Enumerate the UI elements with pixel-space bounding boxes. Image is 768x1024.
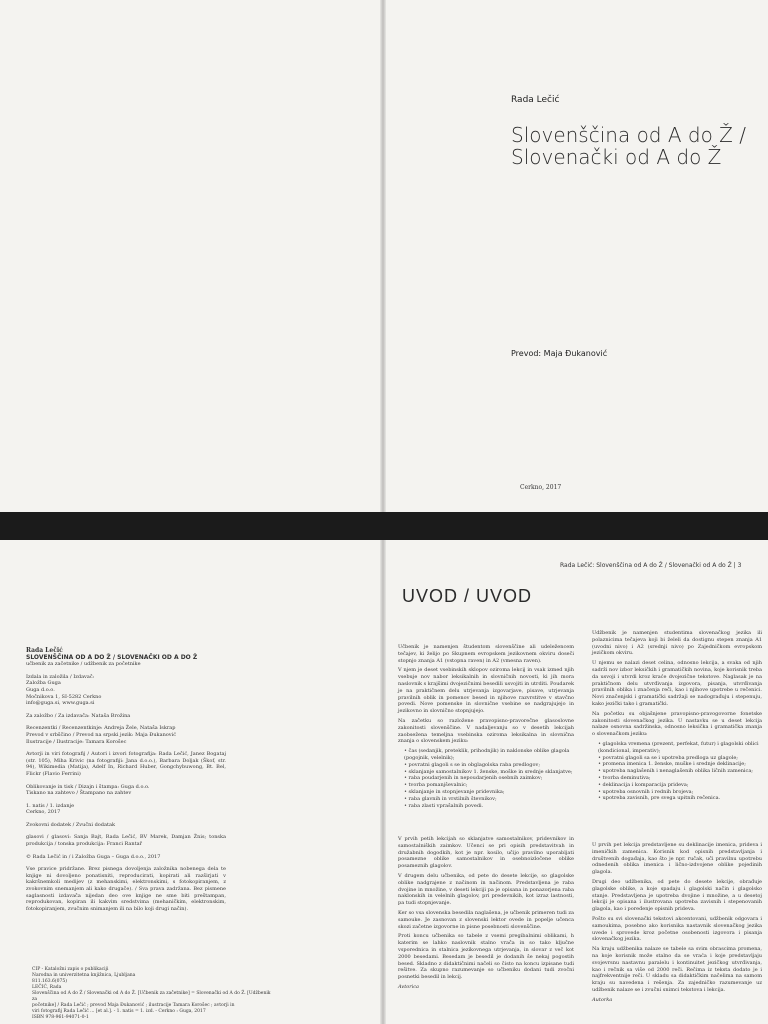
list-item: • raba glavnih in vrstilnih števnikov; [404, 796, 574, 803]
serbian-paragraph: Udžbenik je namenjen studentima slovenačkog jezika ili polaznicima tečajeva koji bi želeli da dostignu stepen znanja A1 (uvodni nivo) i A2 (srednji nivo) po Zajedničkom evropskom jezičkom okviru. [592, 630, 762, 657]
slovene-column-bottom [398, 836, 574, 994]
serbian-list [598, 741, 762, 802]
imprint-subtitle: učbenik za začetnike / udžbenik za početnike [26, 661, 141, 668]
serbian-signature: Autorka [592, 996, 613, 1003]
slovene-paragraph: V drugem delu učbenika, od pete do desete lekcije, so glagolske oblike nadgrajene z načinom in načinom. Predstavljena je raba dvojine in množine, v deseti lekciji pa je opisana in ponazorjena raba naklonskih in velelnih glagolov, pri predevnikih, kot izraz lastnosti, pa tudi stopnjevanje. [398, 872, 574, 907]
copyright: © Rada Lečić in / i Založba Guga – Guga d.o.o., 2017 [26, 853, 161, 860]
cip-line: početnike] / Rada Lečić ; prevod Maja Đukanović ; ilustracije Tamara Korošec ; avtorji in [32, 1003, 235, 1008]
edition: 1. natis / 1. izdanje [26, 802, 75, 809]
list-item: • upotreba osnovnih i rednih brojeva; [598, 789, 762, 796]
list-item: • tvorba deminutiva; [598, 775, 762, 782]
cip-line: viri fotografij Rada Lečić ... [et al.]. - 1. natis = 1. izd. - Cerkno : Guga, 2017 [32, 1009, 206, 1014]
year-place: Cerkno, 2017 [26, 809, 61, 816]
list-item: • upotreba naglašenih i nenaglašenih oblika ličnih zamenica; [598, 768, 762, 775]
section-heading: UVOD / UVOD [402, 586, 533, 606]
list-item: • sklanjanje samostalnikov 1. ženske, moške in srednje sklanjatve; [404, 769, 574, 776]
serbian-paragraph: Na kraju udžbenika nalaze se tabele sa svim obrascima promena, na koje korisnik može stalno da se vraća i koje predstavljaju svojevrsnu nastavnu paralelu i kontinuitet jezičkog utvrđivanja, kao i rečnik sa više od 2000 reči. Rečima iz teksta dodato ​​je i najfrekventnije reči. U skladu sa didaktičkim načelima na samom kraju su navedena i rešenja. Za zajedničko razumevanje uz udžbenik nalaze se i zvučni snimci tekstova i lekcija. [592, 946, 762, 993]
slovene-paragraph: V njem je deset vsebinskih sklopov oziroma lekcij in vsak izmed njih vsebuje nov nabor leksikalnih in slovničnih novosti, ki jih mora naslovnik s krajšimi dvojezičnimi besedili usvojiti in utrditi. Poudarek je na praktičnem delu utrjevanja izgovarjave, pisave, utrjevanja pravilnih oblik in pomenov besed in njihove razvrstitve v stavčno povedi. Nove pomenske in slovnične vsebine se nadgrajujejo in jezikovno in slovnično stopnjujejo. [398, 667, 574, 715]
serbian-paragraph: Drugi deo udžbenika, od pete do desete lekcije, obrađuje glagolske oblike, a koje spadaju i glagolski način i glagolsko stanje. Predstavljena je upotreba dvojine i množine, a u desetoj lekciji je opisana i ilustrovana upotreba zavisnih i stepenovanih glagola, kao i poređenje opisnih prideva. [592, 878, 762, 913]
publisher-label: Izdala in založila / Izdavač: [26, 673, 95, 680]
publisher-line: Močnikova 1, SI-5282 Cerkno [26, 693, 102, 700]
cip-line: Narodna in univerzitetna knjižnica, Ljubljana [32, 973, 136, 978]
cip-record [32, 967, 272, 1021]
translator-credit: Prevod: Maja Đukanović [511, 349, 608, 358]
cip-line: Slovenščina od A do Ž / Slovenački od A do Ž. [Učbenik za začetnike] = Slovenački od A do Ž. [Udžbenik za [32, 991, 271, 1002]
imprint [26, 648, 346, 912]
slovene-list [404, 748, 574, 809]
publisher-line: info@guga.si, www.guga.si [26, 700, 95, 707]
list-item: • promena imenica 1. ženske, muške i srednje deklinacije; [598, 761, 762, 768]
rights-text: Vse pravice pridržane. Brez pisnega dovoljenja založnika nobenega dela te knjige ni dovoljeno ponatisniti, reproducirati, kopirati ali razširjati v kakršnemkoli medijev (z mehanskimi, elektronskimi, s fotokopiranjem, z zvokovnim snemanjem ali kako drugače). / Sva prava zadržana. Bez pismene saglasnosti izdavača nijedan deo ove knjige ne sme biti preštampan, reprodukovan, kopiran ili kakvim sredstvima (mehaničkim, elektronskim, fotokopiranjem, zvučnim snimanjem ili na bilo koji drugi način). [26, 866, 226, 912]
slovene-paragraph: Učbenik je namenjen študentom slovenščine ali udeležencem tečajev, ki želijo po Skupnem evropskem jezikovnem okviru doseči stopnjo znanja A1 (vstopna raven) in A2 (vmesna raven). [398, 644, 574, 664]
page-gutter [380, 0, 386, 512]
slovene-paragraph: Ker so vsa slovenska besedila naglašena, je učbenik primeren tudi za samouke. Je zasnovan z slovenski lektor ovede in popelje učenca skozi začetne izgovorne in pisne posebnosti slovenščine. [398, 909, 574, 930]
cip-line: ISBN 978-961-94071-0-1 [32, 1015, 89, 1020]
photo-credits: Avtorji in viri fotografij / Autori i izvori fotografija: Rada Lečić, Janez Bogataj (str. 105), Miha Krivic (na fotografiji: Jana d.o.o.), Barbara Doljak (Škof, str. 94), Wikimedia (Matija), Adelf In, Richard Huber, Gongchybuwong, Bt. Bel, Flickr (Flavio Ferrini) [26, 751, 226, 777]
serbian-column-top [592, 630, 762, 805]
serbian-column-bottom [592, 842, 762, 1007]
list-item: • raba poudarjenih in nepoudarjenih osebnih zaimkov; [404, 775, 574, 782]
publisher-line: Založba Guga [26, 680, 61, 687]
imprint-title: SLOVENŠČINA OD A DO Ž / SLOVENAČKI OD A DO Ž [26, 653, 198, 661]
serbian-paragraph: U njemu se nalazi deset celina, odnosno lekcija, a svaka od njih sadrži nov izbor leksičkih i gramatičkih novina, koje korisnik treba da usvoji i utvrdi kroz kraće dvojezične tekstove. Naglasak je na praktičnom delu utvrđivanja izgovora, pisanja, utvrđivanja pravilnih oblika i značenja reči, kao i njihove upotrebe u rečenici. Novi značenjski i gramatički sadržaji se nadograđuju i stepenuju, kako jezički tako i gramatički. [592, 660, 762, 707]
list-item: • čas (sedanjik, preteklik, prihodnjik) in naklonske oblike glagola (pogojnik, velelnik); [404, 748, 574, 762]
translation-credit: Prevod v srbščino / Prevod na srpski jezik: Maja Đukanović [26, 731, 177, 738]
publisher-line: Guga d.o.o. [26, 686, 55, 693]
imprint-author: Rada Lečić [26, 647, 63, 654]
title-page-author: Rada Lečić [511, 95, 560, 105]
running-header: Rada Lečić: Slovenščina od A do Ž / Slovenački od A do Ž | 3 [560, 562, 742, 569]
list-item: • povratni glagoli s se in obglagolska raba predlogov; [404, 762, 574, 769]
place-year: Cerkno, 2017 [520, 484, 562, 491]
list-item: • raba zlasti vprašalnih povedi. [404, 803, 574, 810]
slovene-signature: Avtorica [398, 983, 420, 990]
cip-line: 811.163.6(075) [32, 979, 68, 984]
slovene-paragraph: V prvih petih lekcijah so sklanjatve samostalnikov, pridevnikov in samostalniških zaimkov. Učenci se pri opisih predstavitvah in družabnih dogodkih, kot je npr. kosilo, učijo pravilno uporabljati posamezne oblike samostalnikov in osebnoizločene oblike posameznih glagolov. [398, 836, 574, 870]
list-item: • deklinacija i komparacija prideva; [598, 782, 762, 789]
slovene-paragraph: Na začetku so razložene pravopisno-pravorečne glasoslovne zakonitosti slovenščine. V nadaljevanju so v desetih lekcijah zaobsežena temeljna vsebinska oziroma leksikalna in slovnična znanja o slovenskem jeziku: [398, 717, 574, 745]
book-title [511, 124, 746, 168]
print-run: Tiskano na zahtevo / Štampano na zahtev [26, 790, 132, 797]
list-item: • glagolska vremena (prezent, perfekat, futur) i glagolski oblici (kondicional, imperativ); [598, 741, 762, 755]
serbian-paragraph: Pošto su svi slovenački tekstovi akcentovani, udžbenik odgovara i samoukima, posebno ako korisnika nastavnik slovenačkog jezika uvede i sprovede kroz početne osobenosti izgovora i pisanja slovenačkog jezika. [592, 915, 762, 943]
illustrations-credit: Ilustracije / Ilustracije: Tamara Korošec [26, 738, 127, 745]
book-title-line-2: Slovenački od A do Ž [511, 145, 722, 169]
design-credit: Oblikovanje in tisk / Dizajn i štampa: Guga d.o.o. [26, 783, 150, 790]
intro-spread [0, 540, 768, 1024]
list-item: • upotreba zavisnih, pre svega upitnih rečenica. [598, 795, 762, 802]
list-item: • sklanjanje in stopnjevanje pridevnika; [404, 789, 574, 796]
serbian-paragraph: U prvih pet lekcija predstavljene su deklinacije imenica, prideva i imeničkih zamenica. Korisnik kod opisnih predstavljanja i društvenih događaja, kao što je npr. ručak, uči pravilnu upotrebu odnedenih oblika imenica i lično-izdvojene oblike pojedinih glagola. [592, 842, 762, 876]
book-title-line-1: Slovenščina od A do Ž / [511, 123, 746, 147]
serbian-paragraph: Na početku su objašnjene pravopisno-pravogovorne fonetske zakonitosti slovenačkog jezika. U nastavku se u deset lekcija nalaze osnovna sadržinska, odnosno leksička i gramatička znanja o slovenačkom jeziku: [592, 710, 762, 738]
reviewers-credit: Recenzentki / Recenzentkinje: Andreja Žele, Nataša Iskrap [26, 725, 176, 732]
slovene-column-top [398, 644, 574, 812]
audio-voices: glasovi / glasovi: Sanja Bajt, Rada Lečić, BV Marek, Damjan Žnis; tonska produkcija / tonska produkcija: Franci Rantař [26, 834, 226, 848]
page-gutter [380, 540, 386, 1024]
cip-line: CIP - Kataložni zapis o publikaciji [32, 967, 109, 972]
list-item: • povratni glagoli sa se i upotreba predloga uz glagole; [598, 755, 762, 762]
list-item: • tvorba pomanjševalnic; [404, 782, 574, 789]
editor-credit: Za založbo / Za izdavača: Nataša Brožina [26, 712, 131, 719]
slovene-paragraph: Proti koncu učbenika so tabele z vsemi pregibalnimi oblikami, h katerim se lahko naslovnik stalno vrača in so tako ključne vsporednica in stalnica jezikovnega utrjevanja, in slovar z več kot 2000 besedami. Besedam je besedil je dodanih še nekaj pogostih besed. Skladno z didaktičnimi načeli so čisto na koncu izpisane tudi rešitve. Za skupno razumevanje so učbeniku dodani tudi zvočni posnetki besedil in lekcij. [398, 933, 574, 981]
audio-label: Zvokovni dodatek / Zvučni dodatak [26, 821, 115, 828]
cip-line: LEČIĆ, Rada [32, 985, 62, 990]
